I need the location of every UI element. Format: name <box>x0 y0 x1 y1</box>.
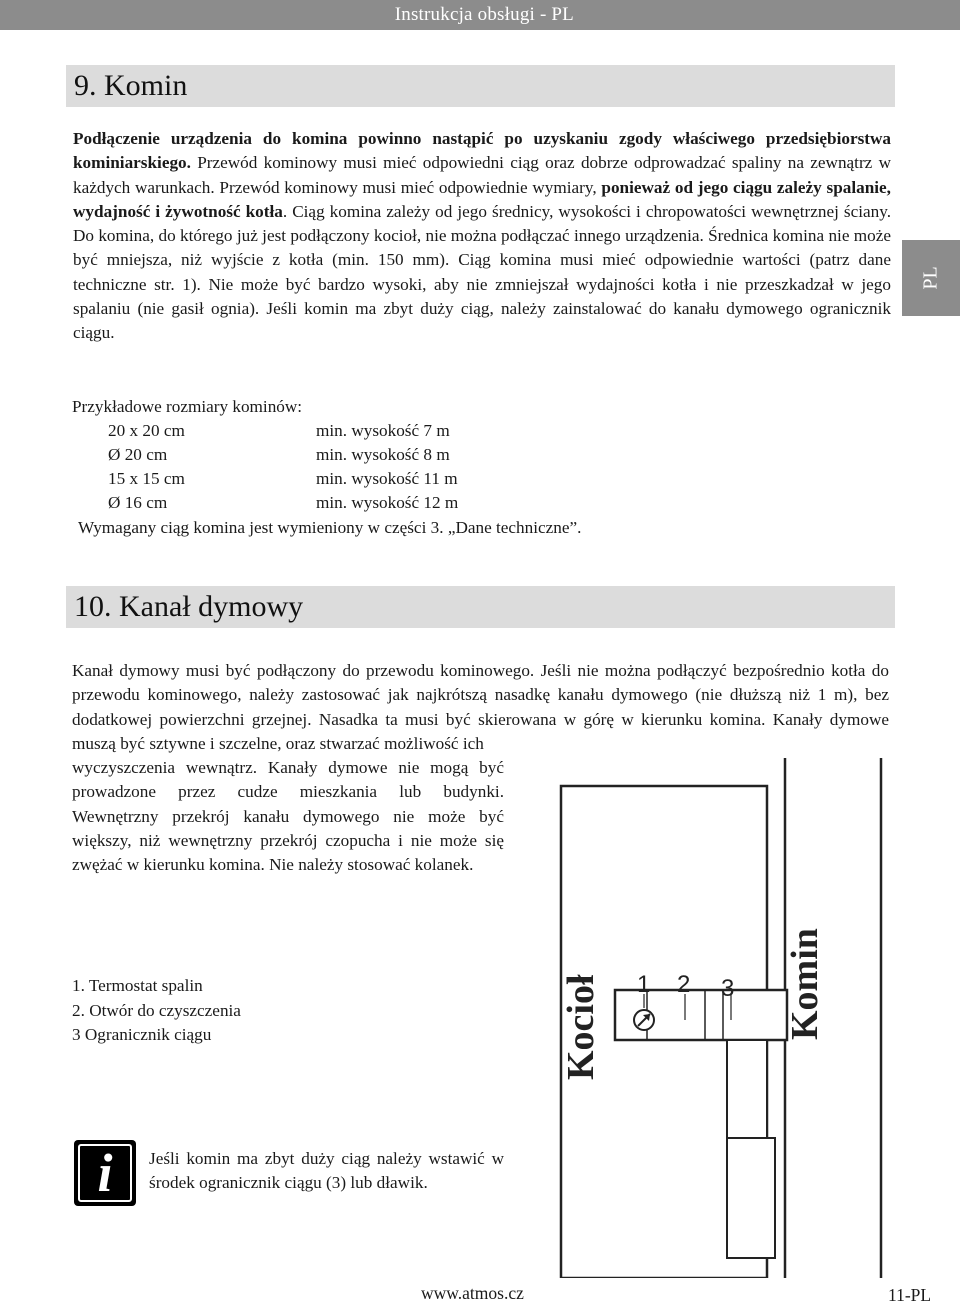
example-height: min. wysokość 8 m <box>316 445 450 464</box>
info-icon <box>74 1140 136 1206</box>
legend-item: 3 Ogranicznik ciągu <box>72 1025 212 1044</box>
boiler-label: Kocioł <box>560 974 602 1080</box>
example-height: min. wysokość 7 m <box>316 421 450 440</box>
section-10-paragraph-full: Kanał dymowy musi być podłączony do przewodu kominowego. Jeśli nie można podłączyć bezpośrednio kotła do przewodu kominowego, należy zastosować jak najkrótszą nasadkę kanału dymowego (nie dłuższą niż 1 m), bez dodatkowej powierzchni grzejnej. Nasadka ta musi być skierowana w górę w kierunku komina. Kanały dymowe muszą być sztywne i szczelne, oraz stwarzać możliwość ich <box>72 661 889 753</box>
section-9-bold-mid: ponieważ od jego ciągu zależy spalanie, wydajność i żywotność kotła <box>73 177 891 221</box>
required-draft-note: Wymagany ciąg komina jest wymieniony w części 3. „Dane techniczne”. <box>78 518 582 537</box>
diagram-marker-3: 3 <box>721 975 735 1002</box>
section-9-text-1: Przewód kominowy musi mieć odpowiedni ciąg oraz dobrze odprowadzać spaliny na zewnątrz w każdych warunkach. Przewód kominowy musi mieć odpowiednie wymiary, <box>73 153 891 197</box>
info-note-text: Jeśli komin ma zbyt duży ciąg należy wstawić w środek ogranicznik ciągu (3) lub dławik. <box>149 1149 504 1193</box>
chimney-label: Komin <box>784 928 826 1040</box>
footer-page-number: 11-PL <box>888 1285 932 1305</box>
example-height: min. wysokość 12 m <box>316 493 459 512</box>
section-9-paragraph <box>73 127 891 346</box>
info-icon-glyph: i <box>97 1143 113 1203</box>
section-10-paragraph-narrow: wyczyszczenia wewnątrz. Kanały dymowe nie mogą być prowadzone przez cudze mieszkania lub budynki. Wewnętrzny przekrój kanału dymowego nie może być większy, niż wewnętrzny przekrój czopucha i nie może się zwężać w kierunku komina. Nie należy stosować kolanek. <box>72 758 504 875</box>
legend-item: 2. Otwór do czyszczenia <box>72 1001 241 1020</box>
section-9-title: 9. Komin <box>74 69 188 102</box>
flue-diagram <box>527 758 907 1278</box>
footer-url: www.atmos.cz <box>421 1283 524 1303</box>
example-size: Ø 20 cm <box>108 445 168 464</box>
section-10-title: 10. Kanał dymowy <box>74 590 304 623</box>
diagram-marker-2: 2 <box>677 971 691 998</box>
example-row <box>108 469 458 489</box>
example-row <box>108 445 450 465</box>
section-9-bold-intro: Podłączenie urządzenia do komina powinno nastąpić po uzyskaniu zgody właściwego przedsiębiorstwa kominiarskiego. <box>73 129 891 173</box>
legend-item: 1. Termostat spalin <box>72 976 203 995</box>
header-bar <box>0 0 960 30</box>
section-10-header <box>66 586 895 628</box>
example-size: Ø 16 cm <box>108 493 168 512</box>
section-9-header <box>66 65 895 107</box>
language-side-tab <box>902 240 960 316</box>
example-row <box>108 493 458 513</box>
example-size: 20 x 20 cm <box>108 421 185 440</box>
example-height: min. wysokość 11 m <box>316 469 458 488</box>
section-9-text-2: . Ciąg komina zależy od jego średnicy, wysokości i chropowatości wewnętrznej ściany. Do komina, do którego już jest podłączony kocioł, nie można podłączać innego urządzenia. Średnica komina nie może być mniejsza, niż wyjście z kotła (min. 150 mm). Ciąg komina musi mieć odpowiednie wartości (patrz dane techniczne str. 1). Nie może być bardzo wysoki, aby nie zmniejszał wydajności kotła i nie przeszkadzał w jego spalaniu (nie gasił ognia). Jeśli komin ma zbyt duży ciąg, należy zainstalować do kanału dymowego ogranicznik ciągu. <box>73 201 892 343</box>
example-row <box>108 421 450 441</box>
header-title: Instrukcja obsługi - PL <box>394 4 574 25</box>
diagram-marker-1: 1 <box>637 971 651 998</box>
side-tab-label: PL <box>919 266 942 290</box>
example-size: 15 x 15 cm <box>108 469 185 488</box>
examples-heading: Przykładowe rozmiary kominów: <box>72 397 303 416</box>
